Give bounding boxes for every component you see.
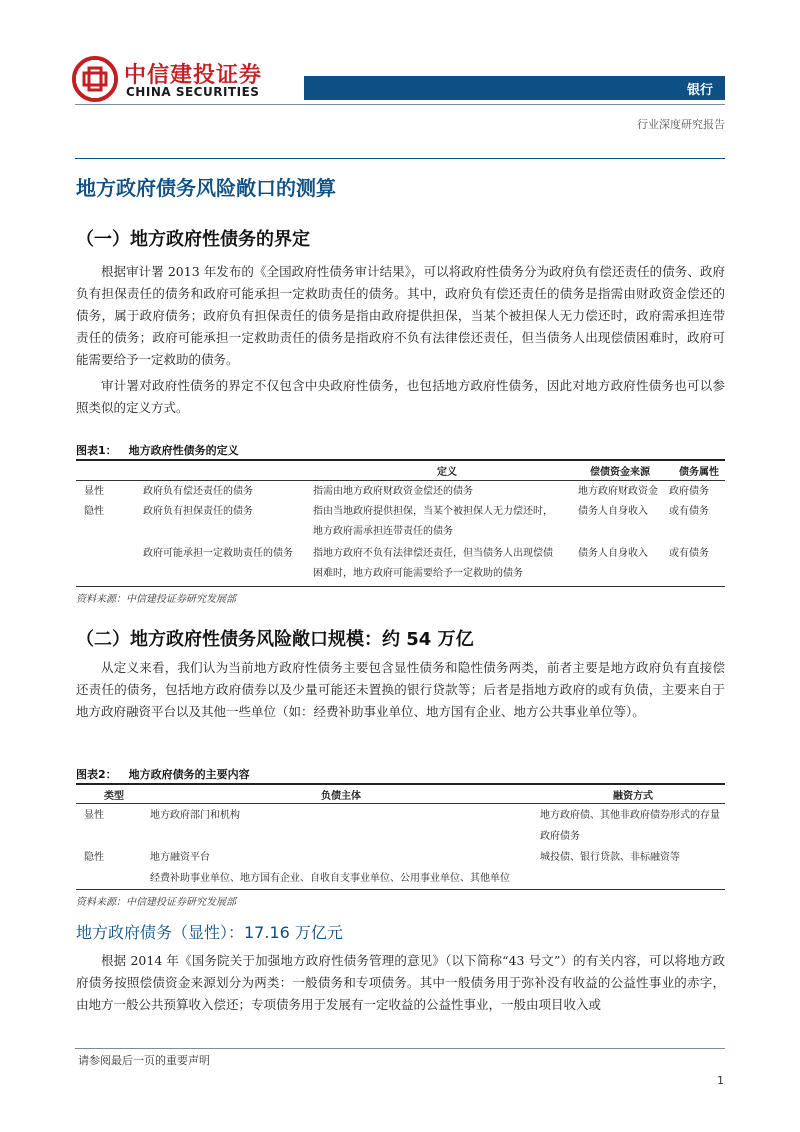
section2-paragraph-1: 从定义来看，我们认为当前地方政府性债务主要包含显性债务和隐性债务两类，前者主要是地方政府负有直接偿还责任的债务，包括地方政府债券以及少量可能还未置换的银行贷款等；后者是指地方政府的或有负债，主要来自于地方政府融资平台以及其他一些单位（如：经费补助事业单位、地方国有企业、地方公共事业单位等）。 bbox=[76, 660, 725, 719]
figure1-row3-def-line2: 困难时，地方政府可能需要给予一定救助的债务 bbox=[313, 568, 523, 579]
figure2-header-rule bbox=[76, 803, 725, 804]
figure2-header-type: 类型 bbox=[104, 791, 124, 802]
figure2-source: 资料来源：中信建投证券研究发展部 bbox=[76, 897, 236, 908]
section3-heading: 地方政府债务（显性）：17.16 万亿元 bbox=[76, 923, 343, 942]
report-type: 行业深度研究报告 bbox=[637, 118, 725, 131]
figure1-header-source: 偿债资金来源 bbox=[590, 467, 650, 478]
figure2-row1-method-line2: 政府债务 bbox=[540, 831, 580, 842]
header-divider bbox=[75, 104, 725, 105]
figure1-row2-attr: 或有债务 bbox=[669, 506, 709, 517]
figure1-title bbox=[76, 442, 239, 458]
figure1-row1-def-line1: 指需由地方政府财政资金偿还的债务 bbox=[313, 486, 473, 497]
figure1-row3-def-line1: 指地方政府不负有法律偿还责任，但当债务人出现偿债 bbox=[313, 548, 553, 559]
title-divider bbox=[75, 158, 725, 159]
figure1-row1-attr: 政府债务 bbox=[669, 486, 709, 497]
figure1-caption: 地方政府性债务的定义 bbox=[128, 444, 239, 457]
footer-disclaimer: 请参阅最后一页的重要声明 bbox=[78, 1054, 210, 1067]
figure1-row3-attr: 或有债务 bbox=[669, 548, 709, 559]
figure1-row2-type: 隐性 bbox=[84, 506, 104, 517]
figure2-bottom-rule bbox=[76, 889, 725, 890]
figure1-row3-source: 债务人自身收入 bbox=[578, 548, 648, 559]
figure1-row3-name: 政府可能承担一定救助责任的债务 bbox=[143, 548, 293, 559]
brand-logo bbox=[72, 56, 272, 104]
figure2-row1-subject: 地方政府部门和机构 bbox=[150, 810, 240, 821]
sector-label: 银行 bbox=[686, 83, 713, 98]
figure2-row2-method: 城投债、银行贷款、非标融资等 bbox=[540, 852, 680, 863]
figure2-title bbox=[76, 766, 250, 782]
section3-paragraph-1: 根据 2014 年《国务院关于加强地方政府性债务管理的意见》（以下简称“43 号文”）的有关内容，可以将地方政府债务按照偿债资金来源划分为两类：一般债务和专项债务。其中一般债务用于弥补没有收益的公益性事业的赤字，由地方一般公共预算收入偿还；专项债务用于发展有一定收益的公益性事业，一般由项目收入或 bbox=[76, 953, 725, 1012]
figure1-header-definition: 定义 bbox=[437, 467, 457, 478]
section1-paragraph-2: 审计署对政府性债务的界定不仅包含中央政府性债务，也包括地方政府性债务，因此对地方政府性债务也可以参照类似的定义方式。 bbox=[76, 378, 725, 415]
section1-heading: （一）地方政府性债务的界定 bbox=[76, 229, 310, 250]
footer-divider bbox=[75, 1048, 725, 1049]
figure1-header-attribute: 债务属性 bbox=[679, 467, 719, 478]
figure1-bottom-rule bbox=[76, 586, 725, 587]
figure1-source: 资料来源：中信建投证券研究发展部 bbox=[76, 594, 236, 605]
figure2-row2-subject-line1: 地方融资平台 bbox=[150, 852, 210, 863]
section2-heading: （二）地方政府性债务风险敞口规模：约 54 万亿 bbox=[76, 629, 474, 650]
section1-paragraph-1: 根据审计署 2013 年发布的《全国政府性债务审计结果》，可以将政府性债务分为政府负有偿还责任的债务、政府负有担保责任的债务和政府可能承担一定救助责任的债务。其中，政府负有偿还责任的债务是指需由财政资金偿还的债务，属于政府债务；政府负有担保责任的债务是指由政府提供担保，当某个被担保人无力偿还时，政府需承担连带责任的债务；政府可能承担一定救助责任的债务是指政府不负有法律偿还责任，但当债务人出现偿债困难时，政府可能需要给予一定救助的债务。 bbox=[76, 264, 725, 367]
figure2-header-method: 融资方式 bbox=[613, 791, 653, 802]
figure1-header-rule bbox=[76, 480, 725, 481]
figure1-row2-name: 政府负有担保责任的债务 bbox=[143, 506, 253, 517]
page-title: 地方政府债务风险敞口的测算 bbox=[76, 176, 336, 200]
figure1-row1-source: 地方政府财政资金 bbox=[578, 486, 658, 497]
figure2-top-rule bbox=[76, 783, 725, 785]
citic-logo-icon bbox=[72, 56, 118, 102]
figure1-row1-name: 政府负有偿还责任的债务 bbox=[143, 486, 253, 497]
sector-bar bbox=[304, 76, 725, 100]
figure1-top-rule bbox=[76, 459, 725, 461]
figure2-header-subject: 负债主体 bbox=[321, 791, 361, 802]
figure2-number: 图表2： bbox=[76, 768, 117, 781]
figure2-row1-method-line1: 地方政府债、其他非政府债券形式的存量 bbox=[540, 810, 720, 821]
figure2-row2-subject-line2: 经费补助事业单位、地方国有企业、自收自支事业单位、公用事业单位、其他单位 bbox=[150, 873, 510, 884]
brand-name-cn: 中信建投证券 bbox=[124, 63, 263, 88]
figure1-row2-source: 债务人自身收入 bbox=[578, 506, 648, 517]
page-number: 1 bbox=[717, 1074, 724, 1087]
brand-name-en: CHINA SECURITIES bbox=[126, 85, 260, 99]
figure1-row2-def-line2: 地方政府需承担连带责任的债务 bbox=[313, 526, 453, 537]
figure1-row2-def-line1: 指由当地政府提供担保，当某个被担保人无力偿还时， bbox=[313, 506, 553, 517]
figure2-caption: 地方政府债务的主要内容 bbox=[128, 768, 250, 781]
figure2-row2-type: 隐性 bbox=[84, 852, 104, 863]
figure1-number: 图表1： bbox=[76, 444, 117, 457]
figure2-row1-type: 显性 bbox=[84, 810, 104, 821]
figure1-row1-type: 显性 bbox=[84, 486, 104, 497]
